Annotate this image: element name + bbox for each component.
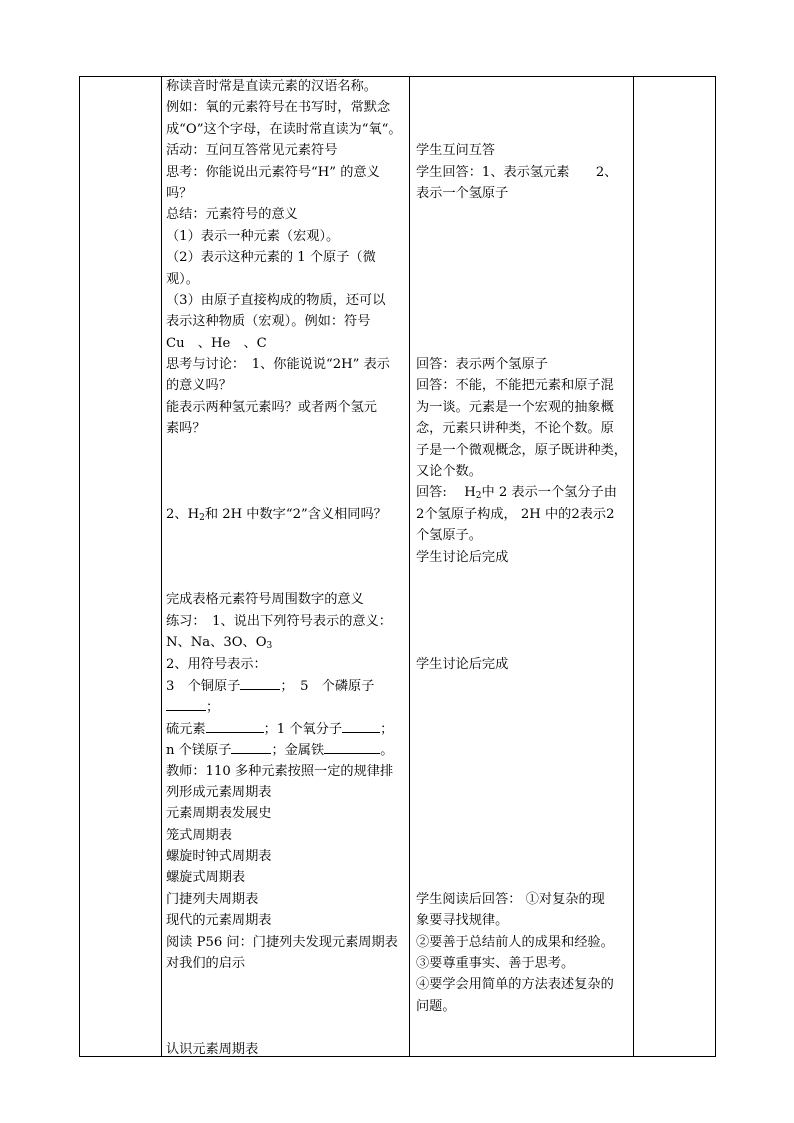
text-line: 成“O”这个字母，在读时常直读为“氧“。 — [166, 121, 402, 137]
text-line: 元素周期表发展史 — [166, 806, 272, 822]
text-fragment: 硫元素 — [166, 721, 206, 737]
student-activity-column — [416, 76, 630, 1017]
text-line: （3）由原子直接构成的物质，还可以 — [166, 292, 386, 308]
text-line: 例如：氧的元素符号在书写时，常默念 — [166, 100, 391, 116]
text-fragment: 2、H — [166, 506, 200, 522]
text-line: 列形成元素周期表 — [166, 784, 272, 800]
text-fragment: N、Na、3O、O — [166, 635, 267, 651]
text-line — [416, 718, 630, 739]
text-line: 学生讨论后完成 — [416, 549, 509, 565]
text-line — [416, 611, 630, 632]
text-line: 螺旋式周期表 — [166, 870, 246, 886]
text-line — [416, 568, 630, 589]
text-line — [166, 718, 406, 739]
subscript: 3 — [266, 641, 273, 652]
text-fragment: ；1 个氧分子 — [263, 721, 343, 737]
table-border-5 — [715, 76, 716, 1057]
text-line: 象要寻找规律。 — [416, 913, 509, 929]
text-line: 学生互问互答 — [416, 143, 496, 159]
text-line: 教师：110 多种元素按照一定的规律排 — [166, 763, 394, 779]
text-line — [416, 846, 630, 867]
text-line — [416, 226, 630, 247]
text-line: 阅读 P56 问：门捷列夫发现元素周期表 — [166, 934, 398, 950]
text-line — [166, 696, 406, 717]
fill-in-blank — [324, 739, 380, 754]
text-line: 子是一个微观概念，原子既讲种类， — [416, 442, 627, 458]
text-line — [416, 482, 630, 503]
text-line: 观）。 — [166, 271, 199, 287]
fill-in-blank — [342, 718, 380, 733]
text-line: ④要学会用简单的方法表述复杂的 — [416, 977, 614, 993]
text-line: ③要尊重事实、善于思考。 — [416, 956, 575, 972]
text-line — [166, 974, 406, 995]
text-line — [166, 482, 406, 503]
fill-in-blank — [206, 718, 264, 733]
text-line — [416, 589, 630, 610]
text-line: 思考：你能说出元素符号“H” 的意义 — [166, 164, 380, 180]
text-line: 2、用符号表示： — [166, 656, 267, 672]
text-line: 学生讨论后完成 — [416, 656, 509, 672]
text-line — [166, 525, 406, 546]
text-line — [166, 996, 406, 1017]
text-line: 学生回答：1、表示氢元素 2、 — [416, 164, 618, 180]
text-line — [416, 632, 630, 653]
fill-in-blank — [240, 675, 280, 690]
text-line: 思考与讨论： 1、你能说说“2H” 表示 — [166, 357, 390, 373]
text-line: 个氢原子。 — [416, 528, 482, 544]
text-line: 问题。 — [416, 998, 456, 1014]
text-line: 称读音时常是直读元素的汉语名称。 — [166, 79, 377, 94]
text-line: ②要善于总结前人的成果和经验。 — [416, 934, 614, 950]
text-line — [416, 204, 630, 225]
text-line: 的意义吗？ — [166, 378, 232, 394]
text-line: 现代的元素周期表 — [166, 913, 272, 929]
text-line: 螺旋时钟式周期表 — [166, 849, 272, 865]
text-line — [166, 739, 406, 760]
text-line — [416, 867, 630, 888]
text-fragment: ； 5 个磷原子 — [280, 678, 375, 694]
text-fragment: 中 2 表示一个氢分子由 — [481, 485, 617, 501]
text-line — [416, 803, 630, 824]
text-line: 认识元素周期表 — [166, 1041, 259, 1057]
text-fragment: ； — [206, 700, 220, 716]
text-line: （2）表示这种元素的 1 个原子（微 — [166, 250, 376, 266]
text-line — [416, 290, 630, 311]
text-line: 念，元素只讲种类，不论个数。原 — [416, 421, 614, 437]
text-line — [166, 675, 406, 696]
text-line: 素吗？ — [166, 421, 206, 437]
text-line: 笼式周期表 — [166, 827, 232, 843]
text-line: 表示一个氢原子 — [416, 185, 509, 201]
text-line — [416, 97, 630, 118]
text-line — [416, 782, 630, 803]
text-line: 表示这种物质（宏观）。例如：符号 — [166, 314, 371, 330]
text-line: 活动：互问互答常见元素符号 — [166, 143, 338, 159]
text-fragment: 回答: H — [416, 485, 476, 501]
text-fragment: 和 2H 中数字“2”含义相同吗？ — [204, 506, 387, 522]
text-fragment: ； — [380, 721, 394, 737]
text-line — [166, 504, 406, 525]
text-line: 为一谈。元素是一个宏观的抽象概 — [416, 399, 614, 415]
text-line — [416, 311, 630, 332]
table-border-4 — [633, 76, 634, 1057]
text-fragment: ；金属铁 — [271, 743, 325, 759]
text-line — [416, 76, 630, 97]
text-line: 回答：表示两个氢原子 — [416, 357, 548, 373]
table-border-2 — [161, 76, 162, 1057]
fill-in-blank — [231, 739, 271, 754]
text-line: （1）表示一种元素（宏观）。 — [166, 228, 340, 244]
text-line: 门捷列夫周期表 — [166, 891, 259, 907]
text-fragment: 。 — [380, 743, 394, 759]
text-line: 完成表格元素符号周围数字的意义 — [166, 592, 364, 608]
text-line — [416, 269, 630, 290]
text-fragment: n 个镁原子 — [166, 743, 232, 759]
table-border-3 — [409, 76, 410, 1057]
fill-in-blank — [166, 696, 206, 711]
text-line — [416, 696, 630, 717]
text-line — [166, 440, 406, 461]
text-line — [166, 547, 406, 568]
text-line — [166, 632, 406, 653]
text-line: 练习： 1、说出下列符号表示的意义： — [166, 613, 392, 629]
text-line — [416, 825, 630, 846]
text-line: 回答：不能，不能把元素和原子混 — [416, 378, 614, 394]
text-line: 吗？ — [166, 185, 193, 201]
text-line — [166, 1017, 406, 1038]
text-line — [166, 568, 406, 589]
text-line: 又论个数。 — [416, 464, 482, 480]
text-fragment: 3 个铜原子 — [166, 678, 241, 694]
teacher-activity-column — [166, 76, 406, 1060]
subscript: 2 — [475, 491, 482, 502]
text-line: 学生阅读后回答： ①对复杂的现 — [416, 891, 605, 907]
text-line — [416, 333, 630, 354]
table-border-1 — [79, 76, 80, 1057]
text-line — [416, 761, 630, 782]
text-line — [166, 461, 406, 482]
text-line — [416, 247, 630, 268]
text-line — [416, 739, 630, 760]
text-line — [416, 119, 630, 140]
text-line: 能表示两种氢元素吗？或者两个氢元 — [166, 399, 377, 415]
text-line: 总结：元素符号的意义 — [166, 207, 298, 223]
text-line: 2个氢原子构成， 2H 中的2表示2 — [416, 506, 615, 522]
text-line — [416, 675, 630, 696]
text-line: 对我们的启示 — [166, 956, 246, 972]
subscript: 2 — [199, 512, 205, 523]
text-line: Cu 、He 、C — [166, 335, 267, 351]
